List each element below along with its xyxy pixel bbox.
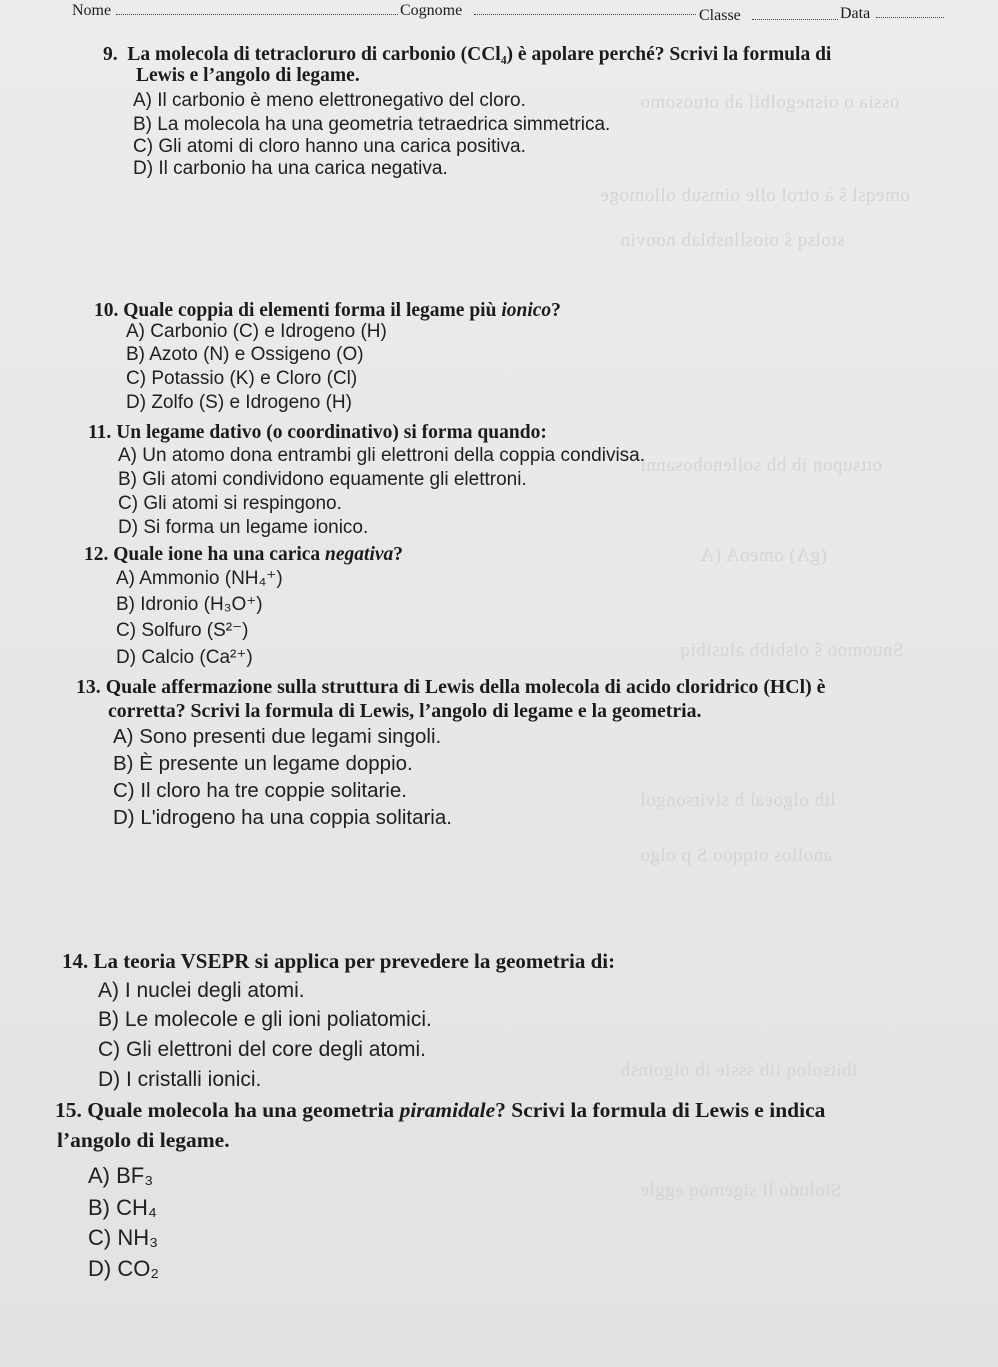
- question-15-option-a[interactable]: A) BF₃: [88, 1163, 154, 1188]
- show-through-text: stolsq ŝ oiosllnsblab noovin: [620, 230, 845, 251]
- nome-label: Nome: [72, 2, 112, 19]
- question-text: La teoria VSEPR si applica per prevedere la geometria di:: [93, 949, 616, 973]
- question-13-option-d[interactable]: D) L'idrogeno ha una coppia solitaria.: [113, 806, 452, 829]
- question-13-option-a[interactable]: A) Sono presenti due legami singoli.: [113, 725, 442, 748]
- question-11-option-b[interactable]: B) Gli atomi condividono equamente gli elettroni.: [118, 469, 527, 490]
- question-10-option-d[interactable]: D) Zolfo (S) e Idrogeno (H): [126, 392, 352, 413]
- question-11-option-d[interactable]: D) Si forma un legame ionico.: [118, 517, 369, 538]
- classe-label: Classe: [699, 7, 741, 24]
- question-14-title: [62, 950, 615, 973]
- show-through-text: omeqsl ŝ à otrol olle oimsub ollomoge: [600, 185, 910, 206]
- question-12-option-a[interactable]: A) Ammonio (NH₄⁺): [116, 568, 283, 589]
- question-13-option-b[interactable]: B) È presente un legame doppio.: [113, 752, 413, 775]
- question-9-option-d[interactable]: D) Il carbonio ha una carica negativa.: [133, 158, 448, 179]
- question-14-option-b[interactable]: B) Le molecole e gli ioni poliatomici.: [98, 1008, 432, 1031]
- nome-field-line[interactable]: [116, 14, 398, 15]
- question-9-option-c[interactable]: C) Gli atomi di cloro hanno una carica positiva.: [133, 136, 526, 157]
- question-text-end: ?: [551, 300, 561, 321]
- question-15-option-b[interactable]: B) CH₄: [88, 1195, 157, 1220]
- question-15-title-line2: l’angolo di legame.: [57, 1128, 230, 1152]
- show-through-text: Snuomoo ŝ olsbibb alusibiq: [680, 640, 904, 661]
- question-10-option-a[interactable]: A) Carbonio (C) e Idrogeno (H): [126, 321, 387, 342]
- question-13-title-line2: corretta? Scrivi la formula di Lewis, l’angolo di legame e la geometria.: [108, 700, 702, 722]
- classe-field-line[interactable]: [752, 19, 838, 20]
- question-13-option-c[interactable]: C) Il cloro ha tre coppie solitarie.: [113, 779, 407, 802]
- question-14-option-c[interactable]: C) Gli elettroni del core degli atomi.: [98, 1038, 426, 1061]
- question-12-option-c[interactable]: C) Solfuro (S²⁻): [116, 620, 249, 641]
- question-text-end: ?: [393, 544, 404, 565]
- show-through-text: ibitsoloq iib sssle ib olgoinsb: [620, 1060, 858, 1081]
- question-9-title: [103, 43, 831, 66]
- question-text: La molecola di tetracloruro di carbonio (CCl₄) è apolare perché? Scrivi la formula di: [127, 44, 832, 65]
- question-12-title: [84, 543, 403, 566]
- question-15-option-c[interactable]: C) NH₃: [88, 1225, 159, 1250]
- student-header: [72, 0, 944, 22]
- question-number: 12.: [84, 544, 109, 565]
- question-emphasis: ionico: [501, 300, 552, 321]
- question-9-option-b[interactable]: B) La molecola ha una geometria tetraedrica simmetrica.: [133, 114, 611, 135]
- question-emphasis: piramidale: [399, 1098, 496, 1122]
- question-14-option-a[interactable]: A) I nuclei degli atomi.: [98, 979, 305, 1002]
- question-number: 11.: [88, 422, 112, 443]
- question-number: 9.: [103, 44, 118, 65]
- cognome-field-line[interactable]: [474, 14, 696, 15]
- show-through-text: (gA) omeoA (A: [700, 545, 827, 566]
- question-10-option-b[interactable]: B) Azoto (N) e Ossigeno (O): [126, 344, 364, 365]
- question-text: Quale ione ha una carica: [113, 544, 326, 565]
- question-11-option-c[interactable]: C) Gli atomi si respingono.: [118, 493, 342, 514]
- data-field-line[interactable]: [876, 17, 944, 18]
- question-11-option-a[interactable]: A) Un atomo dona entrambi gli elettroni della coppia condivisa.: [118, 445, 646, 466]
- show-through-text: Sioludo ll sigemoq eggle: [640, 1180, 842, 1201]
- question-12-option-b[interactable]: B) Idronio (H₃O⁺): [116, 594, 263, 615]
- question-number: 10.: [94, 300, 119, 321]
- question-text: Quale coppia di elementi forma il legame più: [123, 300, 502, 321]
- question-14-option-d[interactable]: D) I cristalli ionici.: [98, 1068, 262, 1091]
- question-number: 13.: [76, 676, 101, 698]
- question-15-title: [55, 1097, 825, 1123]
- question-text: Quale molecola ha una geometria: [87, 1098, 400, 1122]
- question-10-title: [94, 299, 561, 322]
- question-emphasis: negativa: [325, 544, 394, 565]
- data-label: Data: [840, 5, 871, 22]
- question-15-option-d[interactable]: D) CO₂: [88, 1256, 159, 1281]
- show-through-text: ottsupon ib bb sollenobosanni: [640, 455, 882, 476]
- question-13-title: [76, 676, 825, 699]
- question-text: Un legame dativo (o coordinativo) si forma quando:: [116, 422, 547, 443]
- show-through-text: lib olgoeal b slvitsongol: [640, 790, 836, 811]
- question-9-option-a[interactable]: A) Il carbonio è meno elettronegativo del cloro.: [133, 90, 526, 111]
- question-9-title-line2: Lewis e l’angolo di legame.: [136, 65, 360, 86]
- cognome-label: Cognome: [400, 2, 463, 19]
- question-number: 15.: [55, 1098, 82, 1122]
- question-11-title: [88, 421, 547, 444]
- question-text-end: ? Scrivi la formula di Lewis e indica: [495, 1098, 826, 1122]
- question-number: 14.: [62, 949, 89, 973]
- question-12-option-d[interactable]: D) Calcio (Ca²⁺): [116, 647, 253, 668]
- show-through-text: anollos otqqoo S p olgo: [640, 845, 833, 866]
- question-text: Quale affermazione sulla struttura di Lewis della molecola di acido cloridrico (HCl) è: [105, 676, 826, 698]
- show-through-text: ossia o oisnegolbil ab otuosomo: [640, 92, 900, 113]
- question-10-option-c[interactable]: C) Potassio (K) e Cloro (Cl): [126, 368, 358, 389]
